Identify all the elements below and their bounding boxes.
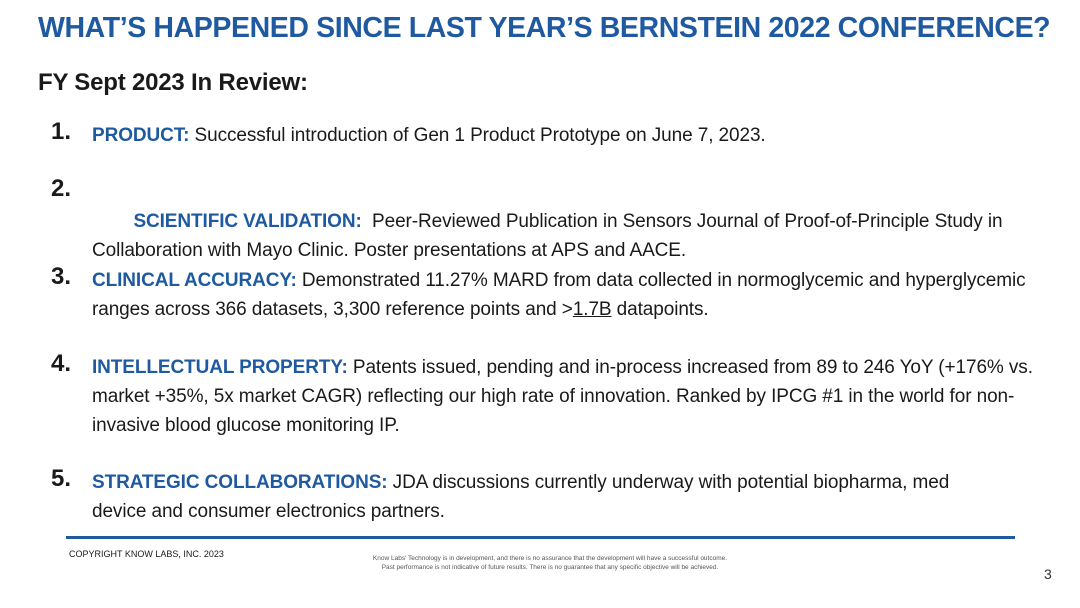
disclaimer-line-1: Know Labs' Technology is in development, and there is no assurance that the development will have a successful outcome. [372,555,728,562]
item-body: Demonstrated 11.27% MARD from data collected in normoglycemic and hyperglycemic ranges across 366 datasets, 3,300 reference points and > [92,270,1026,320]
item-text [92,353,1057,440]
disclaimer-line-2: Past performance is not indicative of future results. There is no guarantee that any specific objective will be achieved. [381,564,719,571]
item-label: PRODUCT: [92,125,190,146]
slide-subtitle: FY Sept 2023 In Review: [38,69,308,96]
footer-divider [66,536,1015,539]
item-text [92,266,1057,324]
item-number: 1. [51,118,72,145]
item-text [92,468,992,526]
item-body-end: datapoints. [611,299,709,320]
item-label: STRATEGIC COLLABORATIONS: [92,472,388,493]
item-text [92,121,1057,150]
item-body: Peer-Reviewed Publication in Sensors Journal of Proof-of-Principle Study in Collaboration with Mayo Clinic. Poster presentations at APS and AACE. [92,211,1008,261]
item-body: JDA discussions currently underway with potential biopharma, med device and consumer electronics partners. [92,472,950,522]
item-label: INTELLECTUAL PROPERTY: [92,357,348,378]
slide-title: WHAT’S HAPPENED SINCE LAST YEAR’S BERNSTEIN 2022 CONFERENCE? [38,12,1051,44]
item-body: Successful introduction of Gen 1 Product Prototype on June 7, 2023. [189,125,766,146]
item-number: 5. [51,465,72,492]
copyright-text: COPYRIGHT KNOW LABS, INC. 2023 [69,549,224,559]
item-number: 4. [51,350,72,377]
item-number: 2. [51,175,72,202]
disclaimer [280,554,820,572]
item-body: Patents issued, pending and in-process increased from 89 to 246 YoY (+176% vs. market +35%, 5x market CAGR) reflecting our high rate of innovation. Ranked by IPCG #1 in the world for non-invasive blood glucose monitoring IP. [92,357,1033,436]
page-number: 3 [1044,566,1052,582]
item-label: CLINICAL ACCURACY: [92,270,297,291]
item-label: SCIENTIFIC VALIDATION: [133,211,362,232]
item-number: 3. [51,263,72,290]
underlined-value: 1.7B [572,299,612,320]
